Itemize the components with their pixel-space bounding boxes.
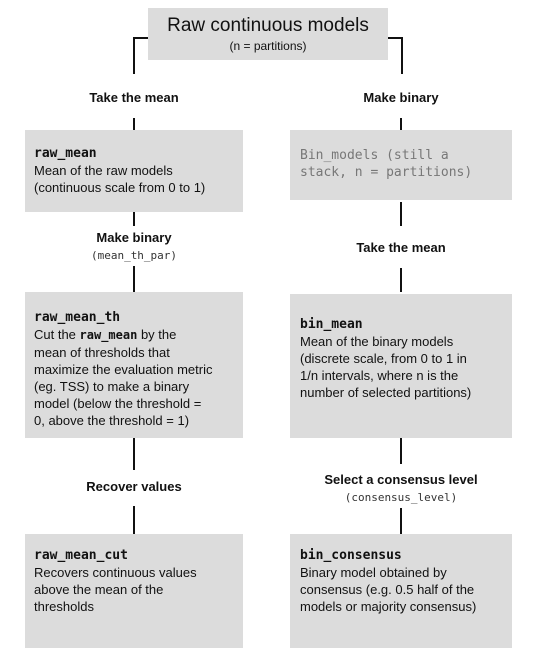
bin-consensus-desc-2: consensus (e.g. 0.5 half of the <box>300 582 475 597</box>
bin-consensus-box <box>290 534 512 648</box>
bin-mean-desc-2: (discrete scale, from 0 to 1 in <box>300 351 467 366</box>
split-bracket-right <box>388 38 402 74</box>
raw-mean-cut-box <box>25 534 243 648</box>
raw-mean-cut-desc-2: above the mean of the <box>34 582 164 597</box>
raw-mean-th-title: raw_mean_th <box>34 310 121 325</box>
bin-models-box <box>290 130 512 200</box>
right-connector-3 <box>400 268 402 292</box>
raw-mean-cut-desc-1: Recovers continuous values <box>34 565 197 580</box>
raw-mean-th-desc-2: maximize the evaluation metric <box>34 362 213 377</box>
raw-mean-th-desc-5: 0, above the threshold = 1) <box>34 413 190 428</box>
split-bracket-left <box>134 38 148 74</box>
right-connector-1 <box>400 118 402 130</box>
left-connector-1 <box>133 118 135 130</box>
raw-mean-th-desc-1: mean of thresholds that <box>34 345 170 360</box>
left-edge-make-binary-param: (mean_th_par) <box>90 249 178 262</box>
raw-mean-desc-2: (continuous scale from 0 to 1) <box>34 180 206 195</box>
raw-mean-th-desc-code: raw_mean <box>79 328 138 342</box>
bin-models-line-2: stack, n = partitions) <box>300 165 473 180</box>
bin-mean-title: bin_mean <box>300 317 363 332</box>
raw-mean-th-desc-0 <box>34 326 243 344</box>
raw-mean-title: raw_mean <box>34 146 97 161</box>
raw-mean-cut-title: raw_mean_cut <box>34 548 128 563</box>
left-connector-4 <box>133 438 135 470</box>
raw-continuous-models-title: Raw continuous models <box>167 15 369 36</box>
raw-continuous-models-subtitle: (n = partitions) <box>229 39 307 53</box>
bin-consensus-desc-3: models or majority consensus) <box>300 599 477 614</box>
raw-mean-cut-desc-3: thresholds <box>34 599 94 614</box>
right-edge-consensus-param: (consensus_level) <box>344 491 458 504</box>
left-connector-2 <box>133 212 135 226</box>
bin-mean-desc-4: number of selected partitions) <box>300 385 472 400</box>
left-edge-make-binary: Make binary <box>96 230 172 245</box>
right-edge-make-binary: Make binary <box>363 90 439 105</box>
left-connector-3 <box>133 266 135 292</box>
right-connector-5 <box>400 508 402 534</box>
raw-mean-box <box>25 130 243 212</box>
left-edge-recover-values: Recover values <box>86 479 182 494</box>
bin-consensus-title: bin_consensus <box>300 548 402 563</box>
raw-mean-th-desc-3: (eg. TSS) to make a binary <box>34 379 190 394</box>
bin-models-line-1: Bin_models (still a <box>300 148 449 163</box>
bin-consensus-desc-1: Binary model obtained by <box>300 565 447 580</box>
raw-continuous-models-box <box>148 8 388 60</box>
bin-mean-box <box>290 294 512 438</box>
right-connector-4 <box>400 438 402 464</box>
right-connector-2 <box>400 202 402 226</box>
left-edge-take-the-mean: Take the mean <box>89 90 179 105</box>
right-edge-select-consensus: Select a consensus level <box>324 472 478 487</box>
raw-mean-th-desc-pre: Cut the <box>34 327 80 342</box>
raw-mean-th-box <box>25 292 243 438</box>
left-connector-5 <box>133 506 135 534</box>
raw-mean-desc-1: Mean of the raw models <box>34 163 173 178</box>
bin-mean-desc-1: Mean of the binary models <box>300 334 454 349</box>
right-edge-take-the-mean: Take the mean <box>356 240 446 255</box>
bin-mean-desc-3: 1/n intervals, where n is the <box>300 368 459 383</box>
raw-mean-th-desc-4: model (below the threshold = <box>34 396 202 411</box>
raw-mean-th-desc-post: by the <box>137 327 177 342</box>
